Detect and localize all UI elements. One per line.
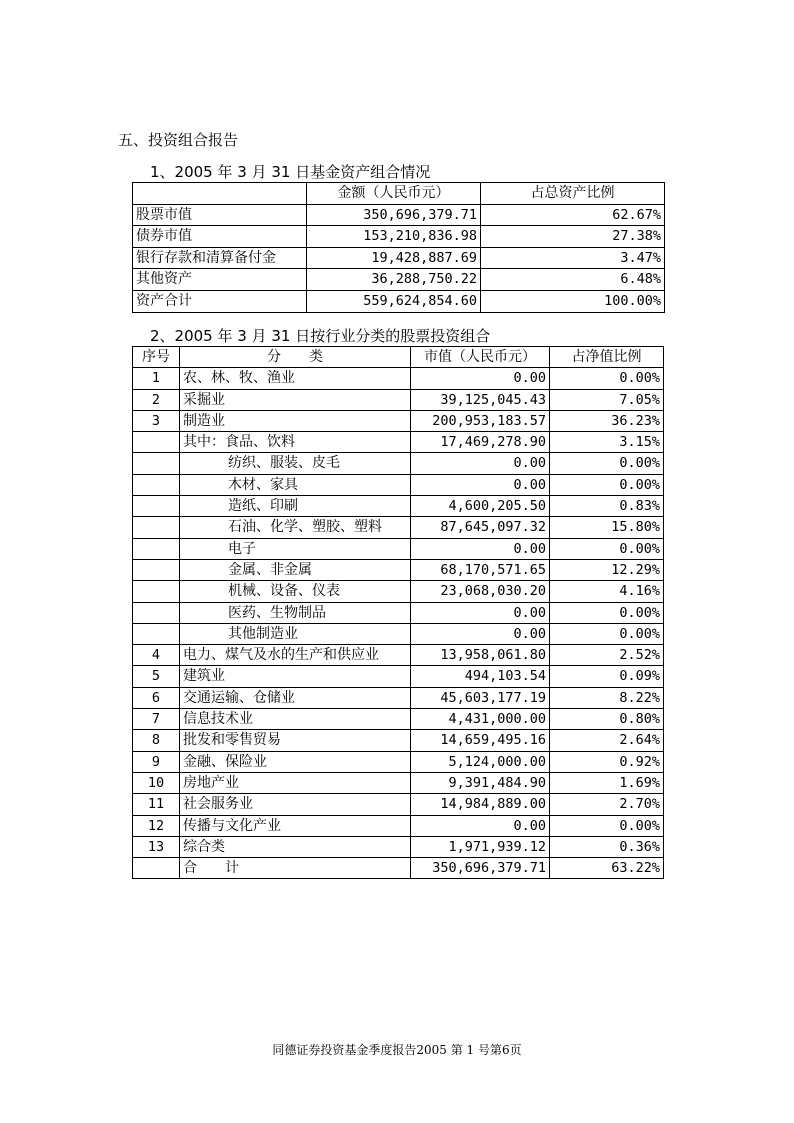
ratio-cell: 4.16%: [550, 581, 664, 602]
category-cell: 电子: [180, 538, 411, 559]
value-cell: 4,600,205.50: [411, 496, 550, 517]
ratio-cell: 8.22%: [550, 687, 664, 708]
table-row: [133, 751, 664, 772]
table-row: [133, 538, 664, 559]
seq-cell: 10: [133, 772, 180, 793]
seq-cell: 1: [133, 368, 180, 389]
value-cell: 0.00: [411, 474, 550, 495]
ratio-cell: 15.80%: [550, 517, 664, 538]
table-row: [133, 623, 664, 644]
table-row: [133, 602, 664, 623]
seq-cell: 5: [133, 666, 180, 687]
category-cell: 金属、非金属: [180, 559, 411, 580]
category-cell: 综合类: [180, 836, 411, 857]
seq-cell: 6: [133, 687, 180, 708]
category-cell: 社会服务业: [180, 794, 411, 815]
ratio-cell: 2.52%: [550, 645, 664, 666]
value-cell: 0.00: [411, 368, 550, 389]
value-cell: 350,696,379.71: [411, 858, 550, 879]
seq-cell: [133, 538, 180, 559]
category-cell: 批发和零售贸易: [180, 730, 411, 751]
table-row: [133, 687, 664, 708]
seq-cell: 11: [133, 794, 180, 815]
table-row: [133, 730, 664, 751]
table-header-row: [133, 183, 665, 205]
category-cell: 纺织、服装、皮毛: [180, 453, 411, 474]
category-cell: 信息技术业: [180, 709, 411, 730]
table-row: [133, 858, 664, 879]
table-row: [133, 474, 664, 495]
value-cell: 494,103.54: [411, 666, 550, 687]
category-cell: 农、林、牧、渔业: [180, 368, 411, 389]
ratio-cell: 0.00%: [550, 538, 664, 559]
amount-cell: 350,696,379.71: [307, 204, 481, 226]
header-cell: 占净值比例: [550, 347, 664, 368]
header-cell: 市值（人民币元）: [411, 347, 550, 368]
ratio-cell: 0.80%: [550, 709, 664, 730]
seq-cell: 9: [133, 751, 180, 772]
seq-cell: [133, 602, 180, 623]
header-cell: 分 类: [180, 347, 411, 368]
value-cell: 87,645,097.32: [411, 517, 550, 538]
table-row: [133, 410, 664, 431]
value-cell: 23,068,030.20: [411, 581, 550, 602]
table-row: [133, 226, 665, 248]
seq-cell: [133, 432, 180, 453]
table-row: [133, 794, 664, 815]
ratio-cell: 1.69%: [550, 772, 664, 793]
category-cell: 采掘业: [180, 389, 411, 410]
category-cell: 机械、设备、仪表: [180, 581, 411, 602]
seq-cell: 7: [133, 709, 180, 730]
ratio-cell: 0.00%: [550, 474, 664, 495]
label-cell: 银行存款和清算备付金: [133, 247, 307, 269]
ratio-cell: 0.83%: [550, 496, 664, 517]
industry-allocation-title: 2、2005 年 3 月 31 日按行业分类的股票投资组合: [150, 327, 491, 345]
category-cell: 医药、生物制品: [180, 602, 411, 623]
table-row: [133, 290, 665, 312]
seq-cell: [133, 474, 180, 495]
table-row: [133, 517, 664, 538]
seq-cell: 3: [133, 410, 180, 431]
seq-cell: 13: [133, 836, 180, 857]
seq-cell: 12: [133, 815, 180, 836]
header-cell: 金额（人民币元）: [307, 183, 481, 205]
seq-cell: [133, 559, 180, 580]
seq-cell: 8: [133, 730, 180, 751]
seq-cell: [133, 517, 180, 538]
table-header-row: [133, 347, 664, 368]
value-cell: 4,431,000.00: [411, 709, 550, 730]
ratio-cell: 0.92%: [550, 751, 664, 772]
value-cell: 68,170,571.65: [411, 559, 550, 580]
category-cell: 电力、煤气及水的生产和供应业: [180, 645, 411, 666]
ratio-cell: 62.67%: [481, 204, 665, 226]
table-row: [133, 432, 664, 453]
table-row: [133, 368, 664, 389]
table-row: [133, 204, 665, 226]
section-title: 五、投资组合报告: [118, 131, 239, 149]
value-cell: 200,953,183.57: [411, 410, 550, 431]
value-cell: 45,603,177.19: [411, 687, 550, 708]
label-cell: 资产合计: [133, 290, 307, 312]
header-cell: 占总资产比例: [481, 183, 665, 205]
table-row: [133, 559, 664, 580]
asset-allocation-table: [132, 182, 665, 313]
table-row: [133, 815, 664, 836]
category-cell: 制造业: [180, 410, 411, 431]
ratio-cell: 2.70%: [550, 794, 664, 815]
category-cell: 其他制造业: [180, 623, 411, 644]
seq-cell: 4: [133, 645, 180, 666]
seq-cell: [133, 623, 180, 644]
category-cell: 造纸、印刷: [180, 496, 411, 517]
seq-cell: [133, 858, 180, 879]
ratio-cell: 3.47%: [481, 247, 665, 269]
label-cell: 股票市值: [133, 204, 307, 226]
table-row: [133, 666, 664, 687]
category-cell: 传播与文化产业: [180, 815, 411, 836]
category-cell: 交通运输、仓储业: [180, 687, 411, 708]
category-cell: 木材、家具: [180, 474, 411, 495]
ratio-cell: 0.36%: [550, 836, 664, 857]
seq-cell: [133, 453, 180, 474]
seq-cell: [133, 581, 180, 602]
ratio-cell: 100.00%: [481, 290, 665, 312]
table-row: [133, 645, 664, 666]
seq-cell: [133, 496, 180, 517]
value-cell: 17,469,278.90: [411, 432, 550, 453]
category-cell: 石油、化学、塑胶、塑料: [180, 517, 411, 538]
value-cell: 0.00: [411, 453, 550, 474]
table-row: [133, 836, 664, 857]
value-cell: 13,958,061.80: [411, 645, 550, 666]
amount-cell: 19,428,887.69: [307, 247, 481, 269]
ratio-cell: 3.15%: [550, 432, 664, 453]
value-cell: 39,125,045.43: [411, 389, 550, 410]
ratio-cell: 7.05%: [550, 389, 664, 410]
value-cell: 0.00: [411, 538, 550, 559]
table-row: [133, 247, 665, 269]
header-cell: [133, 183, 307, 205]
table-row: [133, 453, 664, 474]
ratio-cell: 27.38%: [481, 226, 665, 248]
ratio-cell: 0.00%: [550, 453, 664, 474]
ratio-cell: 36.23%: [550, 410, 664, 431]
value-cell: 14,984,889.00: [411, 794, 550, 815]
value-cell: 0.00: [411, 602, 550, 623]
table-row: [133, 581, 664, 602]
ratio-cell: 63.22%: [550, 858, 664, 879]
page-footer: 同德证券投资基金季度报告2005 第 1 号第6页: [272, 1043, 522, 1057]
table-row: [133, 709, 664, 730]
seq-cell: 2: [133, 389, 180, 410]
value-cell: 14,659,495.16: [411, 730, 550, 751]
category-cell: 金融、保险业: [180, 751, 411, 772]
value-cell: 9,391,484.90: [411, 772, 550, 793]
header-cell: 序号: [133, 347, 180, 368]
ratio-cell: 0.00%: [550, 602, 664, 623]
asset-allocation-title: 1、2005 年 3 月 31 日基金资产组合情况: [150, 163, 431, 181]
value-cell: 0.00: [411, 623, 550, 644]
label-cell: 其他资产: [133, 269, 307, 291]
category-cell: 建筑业: [180, 666, 411, 687]
table-row: [133, 496, 664, 517]
value-cell: 1,971,939.12: [411, 836, 550, 857]
ratio-cell: 12.29%: [550, 559, 664, 580]
category-cell: 合 计: [180, 858, 411, 879]
table-row: [133, 772, 664, 793]
ratio-cell: 0.00%: [550, 368, 664, 389]
ratio-cell: 0.00%: [550, 815, 664, 836]
ratio-cell: 2.64%: [550, 730, 664, 751]
value-cell: 0.00: [411, 815, 550, 836]
amount-cell: 36,288,750.22: [307, 269, 481, 291]
label-cell: 债券市值: [133, 226, 307, 248]
table-row: [133, 269, 665, 291]
industry-allocation-table: [132, 346, 664, 879]
amount-cell: 153,210,836.98: [307, 226, 481, 248]
value-cell: 5,124,000.00: [411, 751, 550, 772]
ratio-cell: 0.00%: [550, 623, 664, 644]
amount-cell: 559,624,854.60: [307, 290, 481, 312]
category-cell: 房地产业: [180, 772, 411, 793]
ratio-cell: 6.48%: [481, 269, 665, 291]
category-cell: 其中：食品、饮料: [180, 432, 411, 453]
ratio-cell: 0.09%: [550, 666, 664, 687]
table-row: [133, 389, 664, 410]
